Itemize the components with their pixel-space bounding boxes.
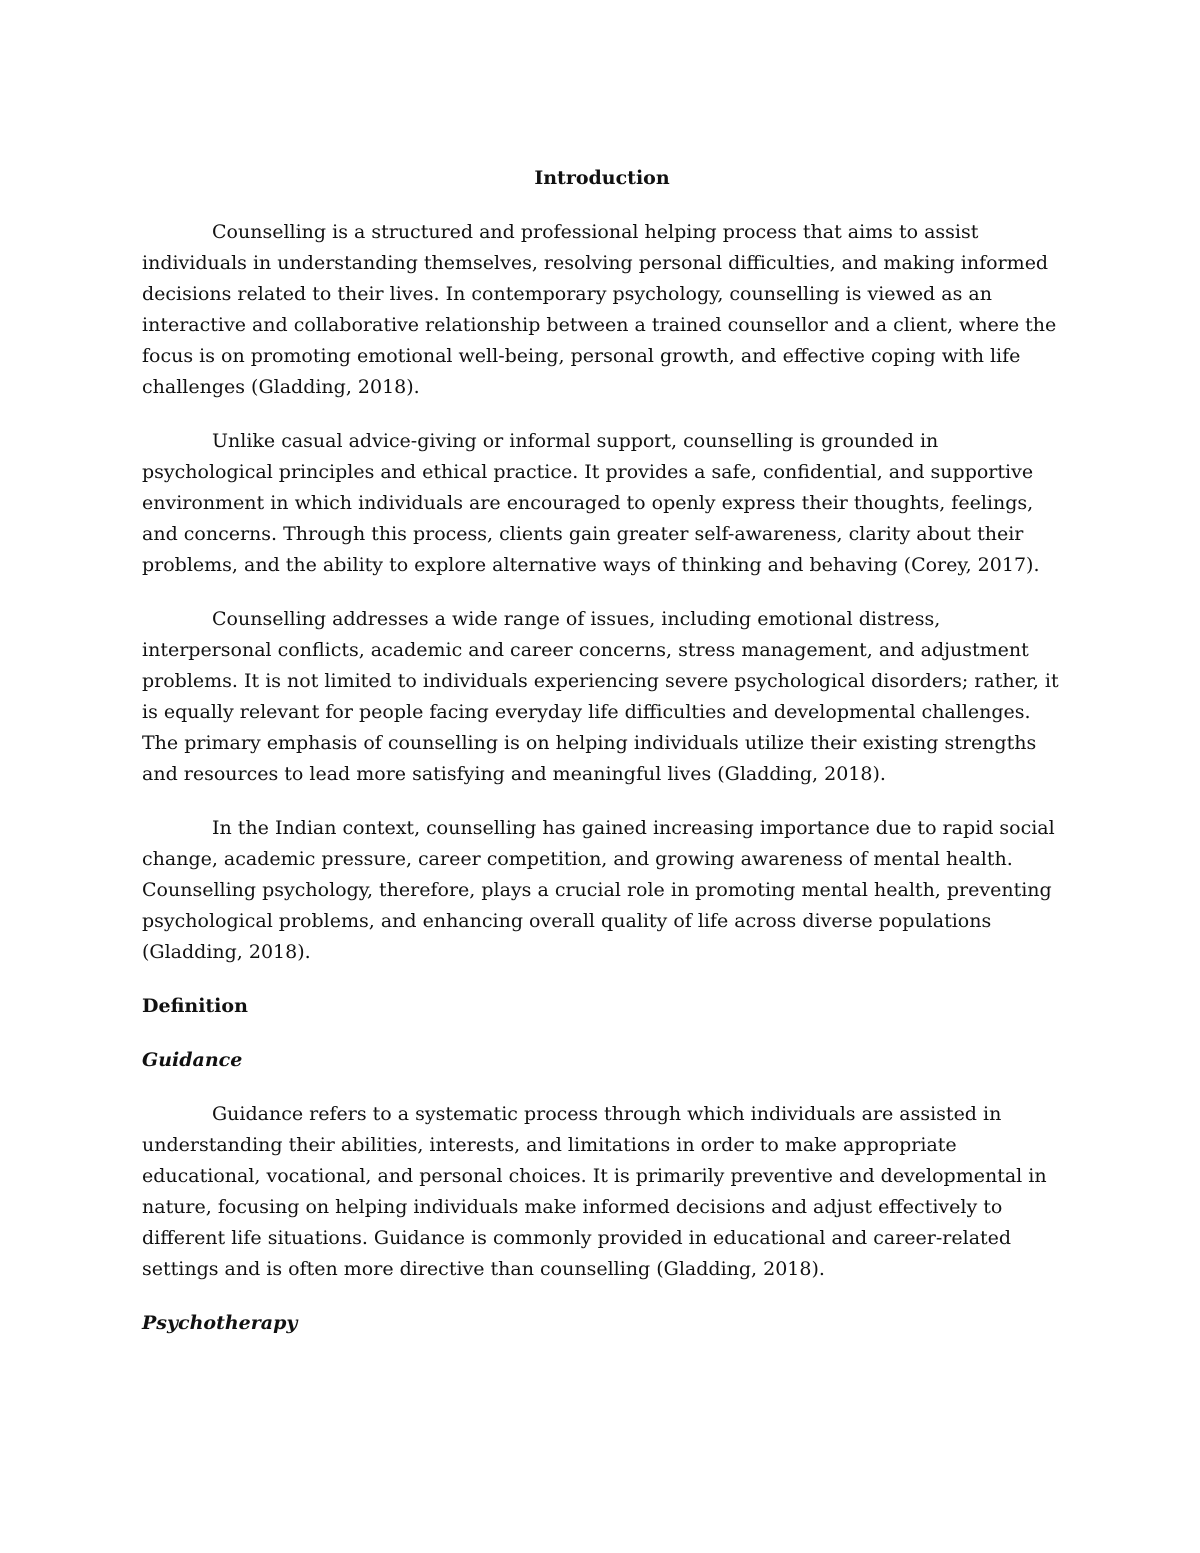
intro-paragraph-3: Counselling addresses a wide range of issues, including emotional distress, interpersonal conflicts, academic and career concerns, stress management, and adjustment problems. It is not limited to individuals experiencing severe psychological disorders; rather, it is equally relevant for people facing everyday life difficulties and developmental challenges. The primary emphasis of counselling is on helping individuals utilize their existing strengths and resources to lead more satisfying and meaningful lives (Gladding, 2018). bbox=[142, 608, 1059, 785]
intro-paragraph-4: In the Indian context, counselling has gained increasing importance due to rapid social change, academic pressure, career competition, and growing awareness of mental health. Counselling psychology, therefore, plays a crucial role in promoting mental health, preventing psychological problems, and enhancing overall quality of life across diverse populations (Gladding, 2018). bbox=[142, 817, 1055, 963]
page-title: Introduction bbox=[534, 167, 670, 189]
definition-heading: Definition bbox=[142, 995, 248, 1017]
intro-paragraph-2: Unlike casual advice-giving or informal support, counselling is grounded in psychological principles and ethical practice. It provides a safe, confidential, and supportive environment in which individuals are encouraged to openly express their thoughts, feelings, and concerns. Through this process, clients gain greater self-awareness, clarity about their problems, and the ability to explore alternative ways of thinking and behaving (Corey, 2017). bbox=[142, 430, 1040, 576]
psychotherapy-heading: Psychotherapy bbox=[142, 1312, 298, 1334]
guidance-heading: Guidance bbox=[142, 1049, 243, 1071]
intro-paragraph-1: Counselling is a structured and professional helping process that aims to assist individuals in understanding themselves, resolving personal difficulties, and making informed decisions related to their lives. In contemporary psychology, counselling is viewed as an interactive and collaborative relationship between a trained counsellor and a client, where the focus is on promoting emotional well-being, personal growth, and effective coping with life challenges (Gladding, 2018). bbox=[142, 221, 1057, 398]
document-body bbox=[142, 163, 1062, 1362]
guidance-paragraph: Guidance refers to a systematic process through which individuals are assisted in understanding their abilities, interests, and limitations in order to make appropriate educational, vocational, and personal choices. It is primarily preventive and developmental in nature, focusing on helping individuals make informed decisions and adjust effectively to different life situations. Guidance is commonly provided in educational and career-related settings and is often more directive than counselling (Gladding, 2018). bbox=[142, 1103, 1047, 1280]
